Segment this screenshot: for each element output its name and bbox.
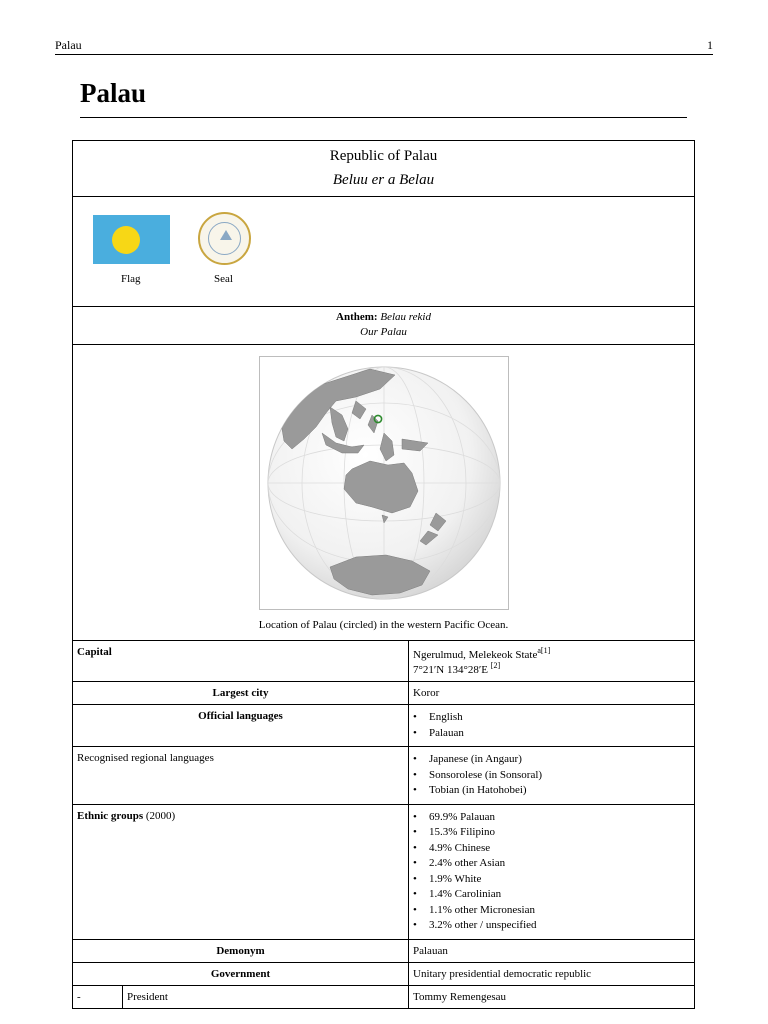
demonym-value: Palauan	[413, 944, 448, 957]
flag-disc	[112, 226, 140, 254]
seal-caption[interactable]: Seal	[214, 273, 233, 285]
ethnic-groups-list	[413, 810, 690, 934]
list-item[interactable]: • Tobian (in Hatohobei)	[413, 783, 690, 799]
running-header	[55, 38, 713, 55]
infobox-title-row	[73, 141, 694, 197]
list-item[interactable]: • Japanese (in Angaur)	[413, 752, 690, 768]
flag-caption[interactable]: Flag	[121, 273, 141, 285]
list-item: • 1.1% other Micronesian	[413, 903, 690, 919]
seal-emblem-icon	[220, 230, 232, 240]
list-item: • 4.9% Chinese	[413, 841, 690, 857]
page-number: 1	[707, 38, 713, 52]
seal-image[interactable]	[198, 212, 251, 265]
title-rule	[80, 117, 687, 118]
list-item: • 1.9% White	[413, 872, 690, 888]
page-title: Palau	[80, 78, 147, 108]
seal-inner-ring	[208, 222, 241, 255]
capital-coordinates[interactable]: 7°21′N 134°28′E	[413, 664, 489, 676]
capital-value[interactable]: Ngerulmud, Melekeok State	[413, 649, 538, 661]
capital-ref-1[interactable]: [1]	[540, 646, 551, 655]
capital-label: Capital	[73, 641, 409, 681]
official-languages-list	[413, 710, 690, 741]
official-languages-label: Official languages	[73, 705, 409, 746]
anthem-line	[73, 311, 694, 323]
anthem-row	[73, 307, 694, 345]
flag-image[interactable]	[93, 215, 170, 264]
ethnic-groups-label[interactable]: Ethnic groups	[77, 809, 144, 822]
country-name-native: Beluu er a Belau	[332, 172, 435, 188]
largest-city-value[interactable]: Koror	[413, 687, 440, 699]
anthem-translation: Our Palau	[360, 326, 407, 338]
globe-map-graphic	[260, 357, 508, 609]
list-item[interactable]: • English	[413, 710, 690, 726]
regional-languages-label: Recognised regional languages	[73, 747, 409, 804]
country-name-english: Republic of Palau	[329, 148, 438, 164]
country-infobox	[72, 140, 695, 1009]
capital-ref-2[interactable]: [2]	[490, 661, 501, 670]
ethnic-groups-year: (2000)	[145, 809, 176, 822]
demonym-label: Demonym	[73, 940, 409, 962]
list-item: • 69.9% Palauan	[413, 810, 690, 826]
list-item: • 1.4% Carolinian	[413, 887, 690, 903]
president-row	[73, 986, 694, 1008]
anthem-label: Anthem:	[336, 311, 378, 323]
list-item: • 3.2% other / unspecified	[413, 918, 690, 934]
government-row	[73, 963, 694, 986]
anthem-name[interactable]: Belau rekid	[380, 311, 431, 323]
president-label[interactable]: President	[127, 990, 168, 1003]
capital-row	[73, 641, 694, 682]
capital-value-cell	[409, 641, 694, 681]
regional-languages-row	[73, 747, 694, 805]
national-symbols-row	[73, 197, 694, 307]
demonym-row	[73, 940, 694, 963]
ethnic-groups-row	[73, 805, 694, 940]
government-label: Government	[73, 963, 409, 985]
capital-note-a[interactable]: a	[537, 646, 541, 655]
regional-languages-list	[413, 752, 690, 799]
running-title: Palau	[55, 38, 82, 52]
list-item[interactable]: • Palauan	[413, 726, 690, 742]
ethnic-groups-label-cell	[73, 805, 409, 939]
location-map[interactable]	[259, 356, 509, 610]
president-dash: -	[73, 986, 123, 1008]
government-value[interactable]: Unitary presidential democratic republic	[413, 967, 592, 980]
official-languages-row	[73, 705, 694, 747]
list-item: • 15.3% Filipino	[413, 825, 690, 841]
map-caption: Location of Palau (circled) in the western Pacific Ocean.	[258, 619, 509, 631]
largest-city-row	[73, 682, 694, 705]
largest-city-label: Largest city	[73, 682, 409, 704]
list-item[interactable]: • Sonsorolese (in Sonsoral)	[413, 768, 690, 784]
president-value[interactable]: Tommy Remengesau	[413, 990, 507, 1003]
location-map-row	[73, 345, 694, 641]
list-item: • 2.4% other Asian	[413, 856, 690, 872]
